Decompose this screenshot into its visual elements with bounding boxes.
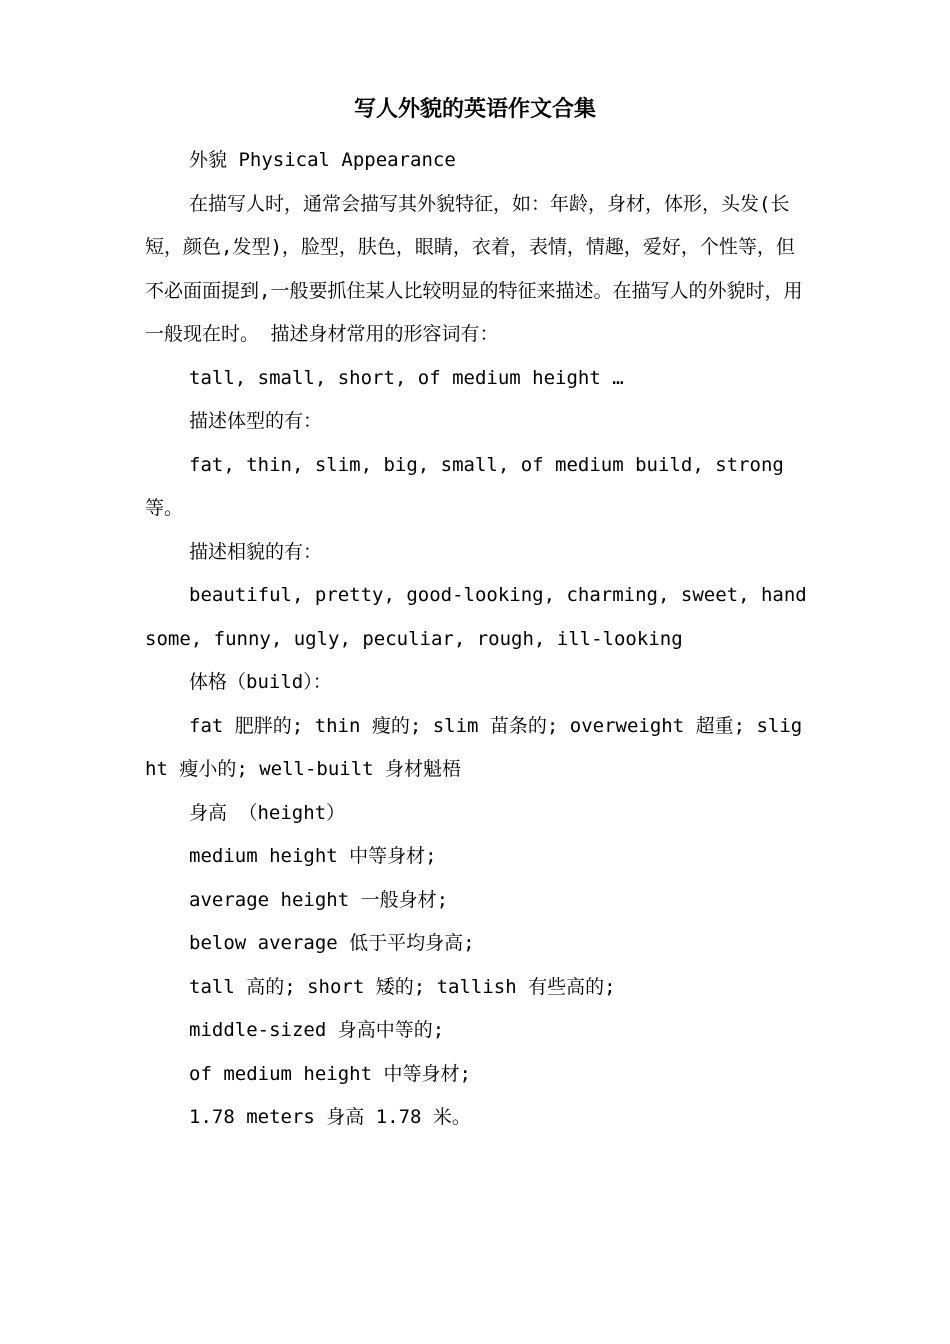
document-body: [145, 139, 809, 1140]
paragraph-physique-terms: fat 肥胖的; thin 瘦的; slim 苗条的; overweight 超重; slight 瘦小的; well-built 身材魁梧: [145, 714, 803, 780]
paragraph-looks-heading: 描述相貌的有：: [189, 540, 323, 563]
list-item: average height 一般身材;: [189, 888, 449, 911]
paragraph-height-heading: 身高 （height）: [189, 801, 346, 824]
paragraph-height-adjectives: tall, small, short, of medium height …: [189, 366, 624, 389]
paragraph-looks-adjectives: beautiful, pretty, good-looking, charming, sweet, handsome, funny, ugly, peculiar, rough, ill-looking: [145, 584, 807, 650]
paragraph-heading-appearance: 外貌 Physical Appearance: [189, 149, 456, 171]
list-item: of medium height 中等身材;: [189, 1062, 471, 1085]
list-item: below average 低于平均身高;: [189, 932, 475, 954]
list-item: 1.78 meters 身高 1.78 米。: [189, 1106, 471, 1128]
list-item: middle-sized 身高中等的;: [189, 1019, 445, 1041]
list-item: medium height 中等身材;: [189, 845, 437, 867]
paragraph-build-adjectives: fat, thin, slim, big, small, of medium build, strong 等。: [145, 453, 784, 519]
list-item: tall 高的; short 矮的; tallish 有些高的;: [189, 975, 616, 998]
paragraph-physique-heading: 体格（build）：: [189, 671, 332, 693]
document-title: 写人外貌的英语作文合集: [353, 96, 596, 122]
paragraph-intro: 在描写人时，通常会描写其外貌特征，如：年龄，身材，体形，头发(长短，颜色,发型)，脸型，肤色，眼睛，衣着，表情，情趣，爱好，个性等，但不必面面提到,一般要抓住某人比较明显的特征来描述。在描写人的外貌时，用一般现在时。 描述身材常用的形容词有：: [145, 192, 803, 345]
paragraph-build-heading: 描述体型的有：: [189, 410, 323, 432]
